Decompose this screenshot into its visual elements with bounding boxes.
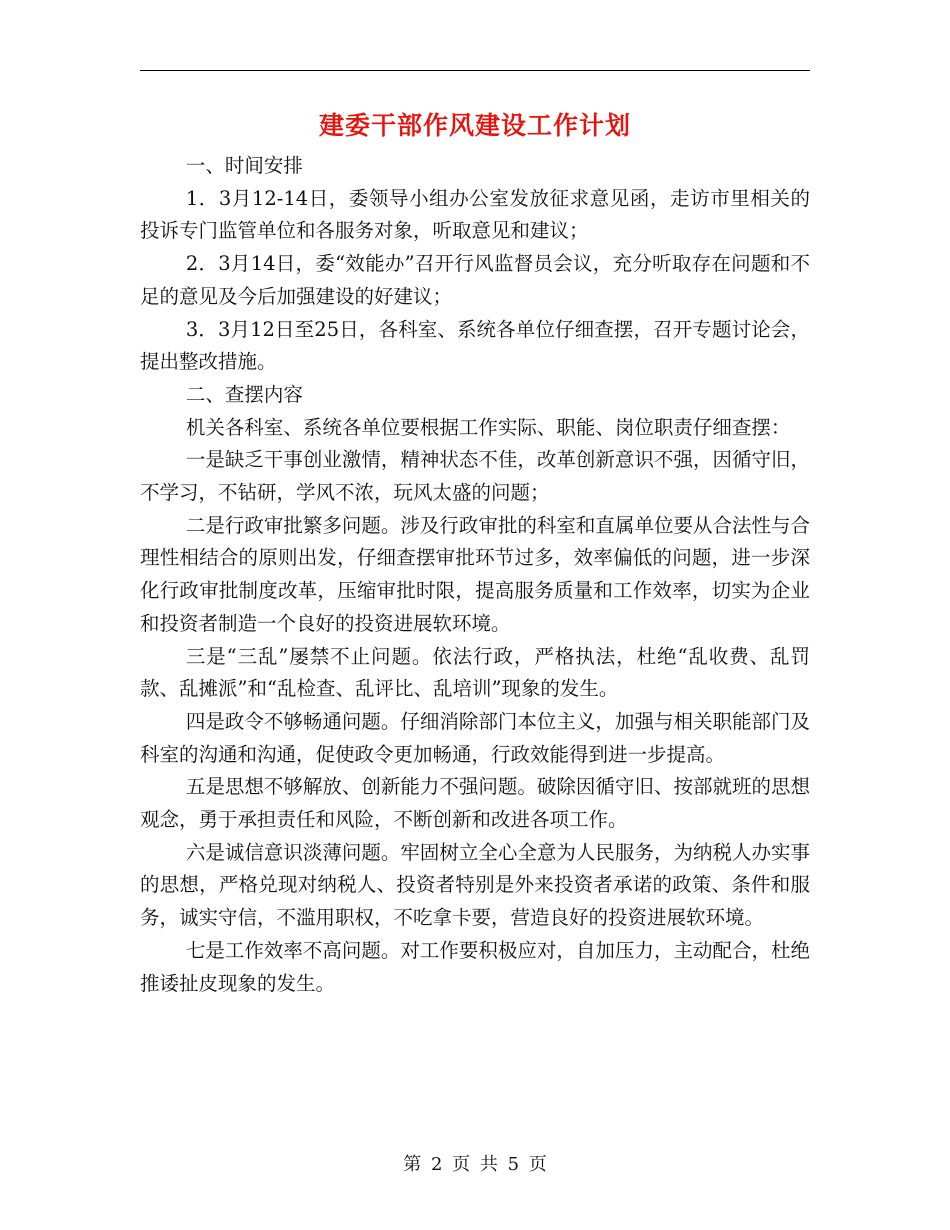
section-heading-review: 二、查摆内容 [185, 382, 303, 406]
schedule-item-3: 3．3月12日至25日，各科室、系统各单位仔细查摆，召开专题讨论会，提出整改措施。 [140, 317, 810, 374]
document-title: 建委干部作风建设工作计划 [318, 111, 631, 140]
review-item-7: 七是工作效率不高问题。对工作要积极应对，自加压力，主动配合，杜绝推诿扯皮现象的发生。 [140, 938, 810, 995]
review-item-1: 一是缺乏干事创业激情，精神状态不佳，改革创新意识不强，因循守旧，不学习，不钻研，学风不浓，玩风太盛的问题； [140, 448, 810, 505]
review-item-3: 三是“三乱”屡禁不止问题。依法行政，严格执法，杜绝“乱收费、乱罚款、乱摊派”和“乱检查、乱评比、乱培训”现象的发生。 [140, 644, 810, 701]
review-item-2: 二是行政审批繁多问题。涉及行政审批的科室和直属单位要从合法性与合理性相结合的原则出发，仔细查摆审批环节过多，效率偏低的问题，进一步深化行政审批制度改革，压缩审批时限，提高服务质量和工作效率，切实为企业和投资者制造一个良好的投资进展软环境。 [140, 513, 810, 635]
review-item-6: 六是诚信意识淡薄问题。牢固树立全心全意为人民服务，为纳税人办实事的思想，严格兑现对纳税人、投资者特别是外来投资者承诺的政策、条件和服务，诚实守信，不滥用职权，不吃拿卡要，营造良好的投资进展软环境。 [140, 840, 810, 930]
document-body [140, 150, 810, 1000]
schedule-item-2: 2．3月14日，委“效能办”召开行风监督员会议，充分听取存在问题和不足的意见及今后加强建设的好建议； [140, 252, 810, 308]
review-item-4: 四是政令不够畅通问题。仔细消除部门本位主义，加强与相关职能部门及科室的沟通和沟通，促使政令更加畅通，行政效能得到进一步提高。 [140, 709, 810, 766]
page-number: 第 2 页 共 5 页 [403, 1154, 547, 1175]
schedule-item-1: 1．3月12-14日，委领导小组办公室发放征求意见函，走访市里相关的投诉专门监管单位和各服务对象，听取意见和建议； [140, 186, 810, 243]
review-intro: 机关各科室、系统各单位要根据工作实际、职能、岗位职责仔细查摆： [185, 415, 791, 439]
section-heading-schedule: 一、时间安排 [185, 154, 303, 177]
review-item-5: 五是思想不够解放、创新能力不强问题。破除因循守旧、按部就班的思想观念，勇于承担责任和风险，不断创新和改进各项工作。 [140, 775, 810, 832]
header-rule [140, 70, 810, 71]
